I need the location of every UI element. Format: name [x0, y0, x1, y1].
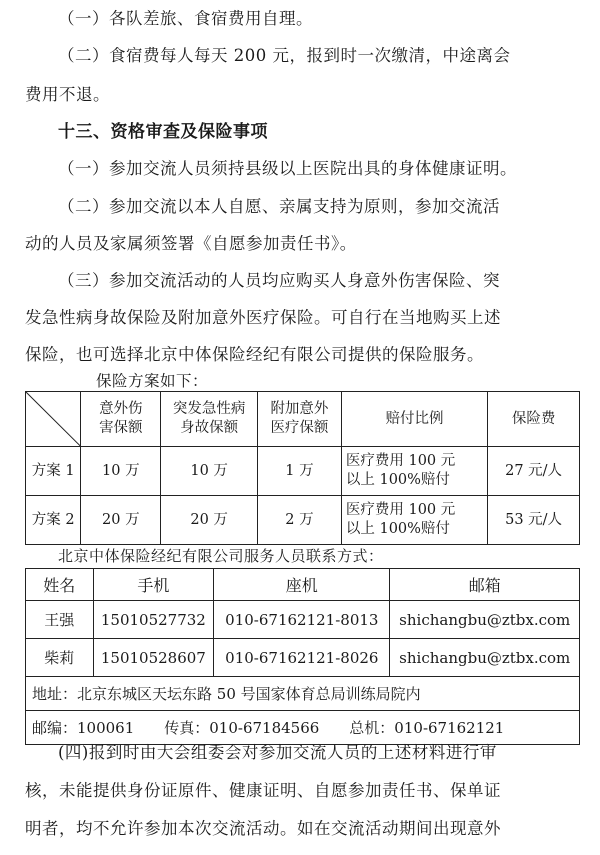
header-medical-line1: 附加意外 [270, 401, 329, 417]
contact-name: 王强 [26, 601, 94, 639]
contact-email: shichangbu@ztbx.com [390, 639, 580, 677]
contact-name: 柴莉 [26, 639, 94, 677]
paragraph-health-certificate: （一）参加交流人员须持县级以上医院出具的身体健康证明。 [58, 159, 517, 178]
header-accident-coverage [81, 392, 161, 447]
header-accident-line2: 害保额 [99, 420, 143, 436]
table-row [26, 639, 580, 677]
contact-email: shichangbu@ztbx.com [390, 601, 580, 639]
header-premium: 保险费 [488, 392, 580, 447]
plan-name: 方案 1 [26, 447, 81, 496]
header-illness-line1: 突发急性病 [172, 401, 246, 417]
address-row [26, 677, 580, 711]
header-phone: 座机 [214, 569, 390, 601]
paragraph-review-line3: 明者，均不允许参加本次交流活动。如在交流活动期间出现意外 [25, 819, 501, 838]
paragraph-lodging-fee-line1: （二）食宿费每人每天 200 元，报到时一次缴清，中途离会 [58, 46, 511, 65]
paragraph-review-line1: (四)报到时由大会组委会对参加交流人员的上述材料进行审 [58, 743, 497, 762]
paragraph-lodging-fee-line2: 费用不退。 [25, 85, 110, 104]
header-medical-line2: 医疗保额 [270, 420, 329, 436]
payout-ratio-line2: 以上 100%赔付 [345, 521, 450, 537]
contact-phone: 010-67162121-8013 [214, 601, 390, 639]
medical-amount: 2 万 [258, 496, 342, 545]
payout-ratio [341, 496, 487, 545]
header-medical-coverage [258, 392, 342, 447]
paragraph-insurance-line3: 保险，也可选择北京中体保险经纪有限公司提供的保险服务。 [25, 345, 484, 364]
payout-ratio-line1: 医疗费用 100 元 [345, 453, 456, 469]
header-name: 姓名 [26, 569, 94, 601]
header-illness-line2: 身故保额 [180, 420, 239, 436]
paragraph-insurance-line1: （三）参加交流活动的人员均应购买人身意外伤害保险、突 [58, 271, 500, 290]
contact-phone: 010-67162121-8026 [214, 639, 390, 677]
insurance-plan-table [25, 391, 580, 545]
illness-amount: 10 万 [161, 447, 258, 496]
paragraph-review-line2: 核，未能提供身份证原件、健康证明、自愿参加责任书、保单证 [25, 781, 501, 800]
paragraph-voluntary-line1: （二）参加交流以本人自愿、亲属支持为原则，参加交流活 [58, 197, 500, 216]
premium-amount: 53 元/人 [488, 496, 580, 545]
table-row [26, 496, 580, 545]
payout-ratio-line2: 以上 100%赔付 [345, 472, 450, 488]
illness-amount: 20 万 [161, 496, 258, 545]
table-row [26, 601, 580, 639]
payout-ratio [341, 447, 487, 496]
medical-amount: 1 万 [258, 447, 342, 496]
header-accident-line1: 意外伤 [99, 401, 143, 417]
contact-postal-fax-switchboard: 邮编：100061 传真：010-67184566 总机：010-67162121 [26, 711, 580, 745]
diagonal-line-icon [26, 392, 80, 446]
plan-name: 方案 2 [26, 496, 81, 545]
contact-table-header-row [26, 569, 580, 601]
table-row [26, 447, 580, 496]
header-email: 邮箱 [390, 569, 580, 601]
premium-amount: 27 元/人 [488, 447, 580, 496]
footer-row [26, 711, 580, 745]
contact-table [25, 568, 580, 745]
header-payout-ratio: 赔付比例 [341, 392, 487, 447]
paragraph-insurance-line2: 发急性病身故保险及附加意外医疗保险。可自行在当地购买上述 [25, 308, 501, 327]
insurance-plan-intro: 保险方案如下： [96, 372, 209, 390]
contact-mobile: 15010527732 [93, 601, 214, 639]
diagonal-header-cell [26, 392, 81, 447]
section-heading-13: 十三、资格审查及保险事项 [58, 122, 268, 142]
payout-ratio-line1: 医疗费用 100 元 [345, 502, 456, 518]
header-illness-coverage [161, 392, 258, 447]
insurance-table-header-row [26, 392, 580, 447]
accident-amount: 20 万 [81, 496, 161, 545]
paragraph-travel-costs: （一）各队差旅、食宿费用自理。 [58, 9, 313, 28]
contact-mobile: 15010528607 [93, 639, 214, 677]
paragraph-voluntary-line2: 动的人员及家属须签署《自愿参加责任书》。 [25, 234, 357, 253]
accident-amount: 10 万 [81, 447, 161, 496]
contact-intro: 北京中体保险经纪有限公司服务人员联系方式： [58, 547, 384, 565]
contact-address: 地址：北京东城区天坛东路 50 号国家体育总局训练局院内 [26, 677, 580, 711]
header-mobile: 手机 [93, 569, 214, 601]
